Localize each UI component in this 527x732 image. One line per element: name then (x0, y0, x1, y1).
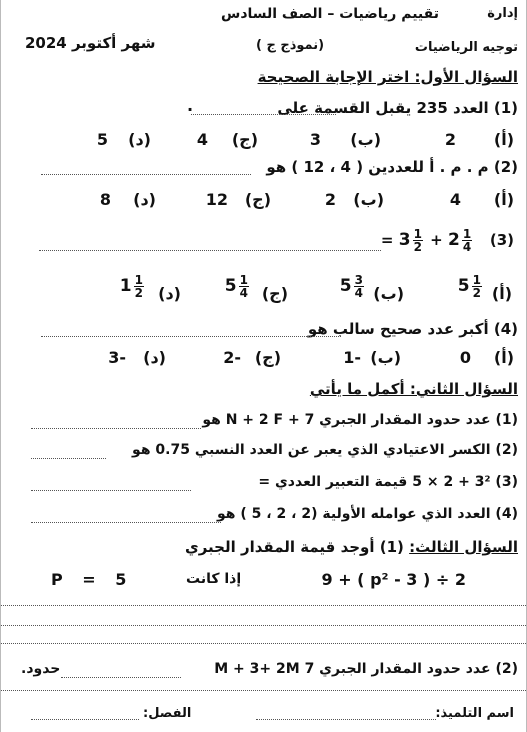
s2-q4-text: (4) العدد الذي عوامله الأولية (2 ، 2 ، 5 ) هو (217, 506, 518, 522)
s2-q2-answer-line[interactable] (31, 444, 106, 459)
q3-option-d-label[interactable]: (د) (158, 284, 181, 303)
q3-answer-line (39, 236, 381, 251)
s2-q1-answer-line[interactable] (31, 414, 201, 429)
s3-condition: إذا كانت (186, 571, 242, 587)
q2-option-d-value: 8 (99, 190, 111, 209)
section1-title: السؤال الأول: اختر الإجابة الصحيحة (257, 68, 518, 86)
q3-whole-2: 3 (398, 230, 411, 250)
q4-option-b-value: -1 (343, 348, 361, 367)
q4-answer-line (41, 322, 341, 337)
section2-title: السؤال الثاني: أكمل ما يأتي (309, 380, 518, 398)
q2-option-b-label[interactable]: (ب) (353, 190, 384, 209)
answer-line-1[interactable] (1, 605, 526, 606)
q2-text: (2) م . م . أ للعددين ( 4 ، 12 ) هو (266, 158, 518, 176)
s3-q2-text: (2) عدد حدود المقدار الجبري 7 M + 3+ 2M (214, 661, 518, 677)
q3-whole-1: 2 (447, 230, 460, 250)
q3-fraction-1: $\frac{1}{4}$ (462, 227, 472, 254)
s3-p-value: P = 5 (51, 570, 127, 589)
q2-option-c-value: 12 (205, 190, 228, 209)
footer-class-field[interactable] (31, 707, 139, 720)
s3-q2-answer-line[interactable] (61, 663, 181, 678)
q3-label: (3) (489, 231, 514, 249)
s3-q2-end: حدود. (21, 661, 61, 677)
header-model: (نموذج ج ) (256, 38, 325, 53)
section3-heading (185, 538, 518, 556)
s2-q2-text: (2) الكسر الاعتيادي الذي يعبر عن العدد النسبي 0.75 هو (132, 442, 518, 458)
q2-option-a-value: 4 (449, 190, 461, 209)
answer-line-3[interactable] (1, 643, 526, 644)
q1-option-c-label[interactable]: (ج) (231, 130, 258, 149)
q2-answer-line (41, 160, 251, 175)
s2-q1-text: (1) عدد حدود المقدار الجبري 7 + N + 2 F هو (202, 412, 518, 428)
q1-answer-line (191, 100, 336, 115)
header-left-title: تقييم رياضيات – الصف السادس (221, 6, 439, 22)
q4-text: (4) أكبر عدد صحيح سالب هو (307, 320, 518, 338)
q1-text: (1) العدد 235 يقبل القسمة على (277, 99, 518, 117)
q3-plus: + (430, 231, 443, 249)
footer-student-label: اسم التلميذ: (435, 706, 514, 721)
q3-option-c-value: 5 $\frac{1}{4}$ (224, 273, 248, 300)
q1-option-a-label[interactable]: (أ) (493, 130, 514, 149)
q2-option-b-value: 2 (324, 190, 336, 209)
q4-option-a-value: 0 (459, 348, 471, 367)
answer-line-2[interactable] (1, 625, 526, 626)
q3-option-b-value: 5 $\frac{3}{4}$ (339, 273, 363, 300)
s2-q3-answer-line[interactable] (31, 476, 191, 491)
section3-subtitle: (1) أوجد قيمة المقدار الجبري (184, 538, 404, 556)
q1-option-b-label[interactable]: (ب) (350, 130, 381, 149)
q3-option-d-value: 1 $\frac{1}{2}$ (119, 273, 143, 300)
q4-option-a-label[interactable]: (أ) (493, 348, 514, 367)
answer-line-4[interactable] (1, 690, 526, 691)
q1-option-b-value: 3 (309, 130, 321, 149)
q1-option-a-value: 2 (444, 130, 456, 149)
footer-class-label: الفصل: (143, 706, 192, 721)
q4-option-c-value: -2 (223, 348, 241, 367)
q3-equals: = (380, 231, 394, 249)
q3-expression (381, 228, 514, 253)
q2-option-a-label[interactable]: (أ) (493, 190, 514, 209)
header-directorate: توجيه الرياضيات (414, 40, 518, 55)
q4-option-d-label[interactable]: (د) (143, 348, 166, 367)
q3-option-c-label[interactable]: (ج) (261, 284, 288, 303)
s2-q4-answer-line[interactable] (31, 508, 221, 523)
section3-title: السؤال الثالث: (409, 538, 518, 556)
s3-expression: 9 + ( p² - 3 ) ÷ 2 (321, 570, 466, 589)
q3-option-b-label[interactable]: (ب) (373, 284, 404, 303)
q4-option-c-label[interactable]: (ج) (254, 348, 281, 367)
q1-dot: . (187, 96, 194, 115)
q4-option-b-label[interactable]: (ب) (370, 348, 401, 367)
q3-fraction-2: $\frac{1}{2}$ (413, 227, 422, 254)
q4-option-d-value: -3 (108, 348, 126, 367)
q1-option-c-value: 4 (196, 130, 208, 149)
footer-student-field[interactable] (256, 707, 436, 720)
q3-option-a-value: 5 $\frac{1}{2}$ (457, 273, 481, 300)
q2-option-c-label[interactable]: (ج) (244, 190, 271, 209)
header-right-title: إدارة (487, 6, 518, 21)
q1-option-d-value: 5 (96, 130, 108, 149)
q1-option-d-label[interactable]: (د) (128, 130, 151, 149)
s2-q3-text: (3) 3² + 2 × 5 قيمة التعبير العددي = (258, 474, 518, 490)
q3-option-a-label[interactable]: (أ) (491, 284, 512, 303)
header-month: شهر أكتوبر 2024 (25, 34, 156, 52)
q2-option-d-label[interactable]: (د) (133, 190, 156, 209)
